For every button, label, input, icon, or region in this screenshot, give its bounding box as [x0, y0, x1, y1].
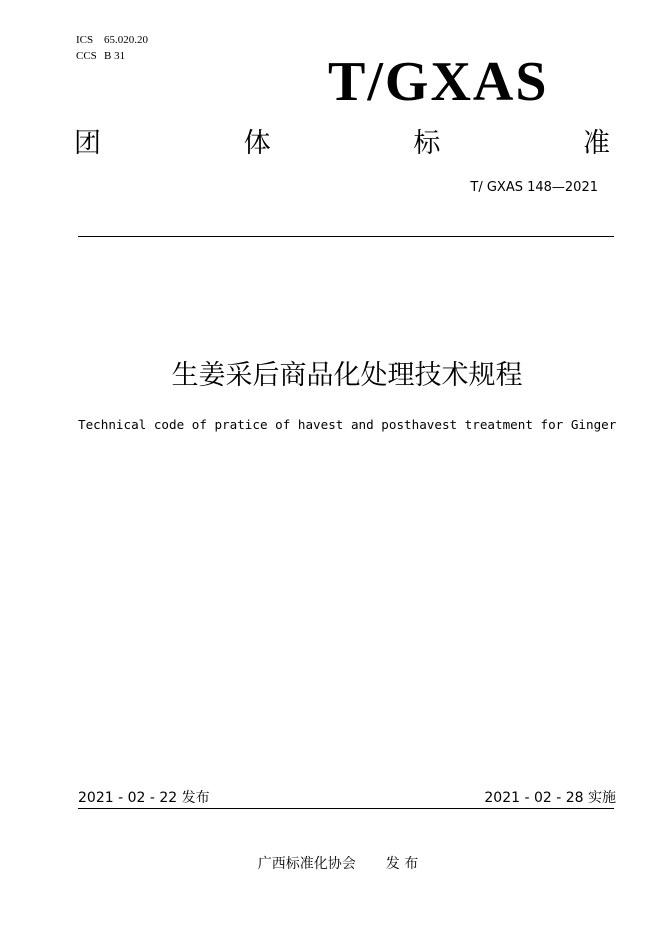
standard-type-char: 准: [582, 128, 610, 159]
bottom-divider: [78, 808, 614, 809]
title-chinese: 生姜采后商品化处理技术规程: [171, 360, 523, 391]
standard-type-char: 团: [74, 128, 101, 159]
ics-line: [76, 32, 148, 48]
title-english: Technical code of pratice of havest and posthavest treatment for Ginger: [78, 417, 617, 432]
standard-code: T/ GXAS 148—2021: [470, 180, 598, 195]
issuer-name: 广西标准化协会: [257, 856, 356, 872]
ccs-value: B 31: [104, 50, 126, 62]
standard-type: [74, 128, 610, 160]
standard-type-char: 体: [243, 128, 271, 159]
issuer-action: 发 布: [385, 856, 419, 872]
publish-date: 2021 - 02 - 22 发布: [78, 790, 210, 806]
standard-type-char: 标: [413, 128, 441, 159]
ics-label: ICS: [76, 34, 94, 46]
standard-logo: T/GXAS: [328, 51, 549, 113]
ccs-label: CCS: [76, 50, 97, 62]
issuer: [0, 855, 662, 873]
implement-date: 2021 - 02 - 28 实施: [484, 790, 616, 806]
classification-codes: [76, 32, 148, 64]
ccs-line: [76, 48, 148, 64]
top-divider: [78, 236, 614, 237]
ics-value: 65.020.20: [104, 34, 148, 46]
